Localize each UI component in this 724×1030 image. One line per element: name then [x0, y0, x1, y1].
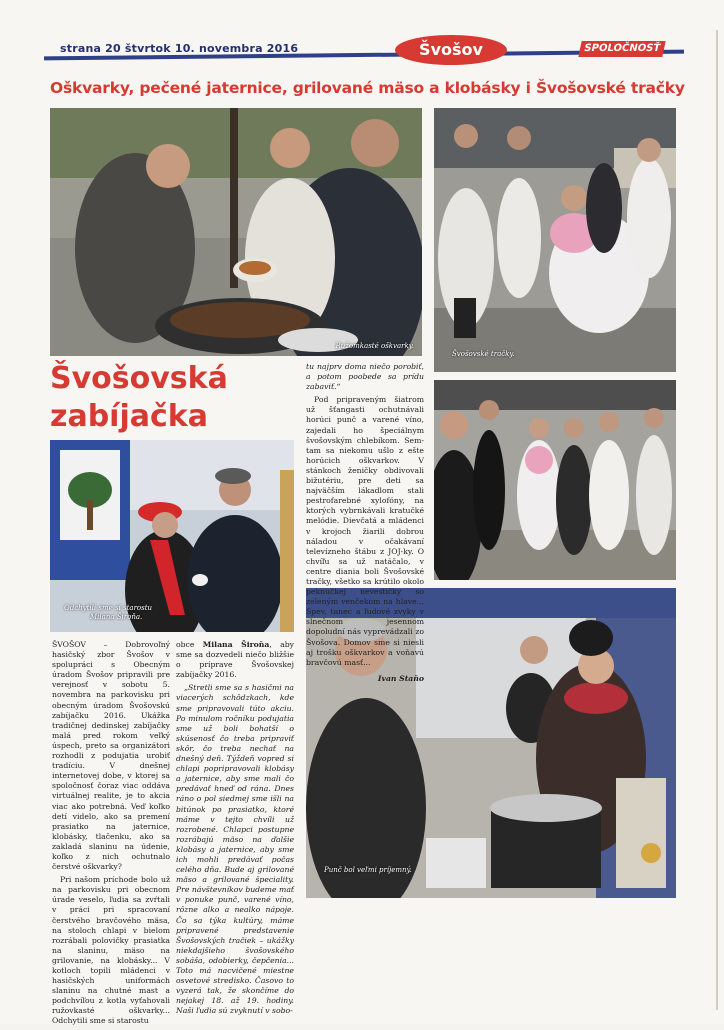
town-badge: Švošov	[395, 35, 507, 65]
page-number-date: strana 20 štvrtok 10. novembra 2016	[60, 42, 299, 55]
photo-oskvarky	[50, 108, 422, 356]
photo-tracky	[434, 108, 676, 372]
photo-mayor	[50, 440, 294, 632]
text-run: obce	[176, 640, 203, 649]
paragraph: Pod pripraveným šiatrom už šťangasti ochutnávali horúci punč a varené víno, zajedali ho špeciálnym švošovským chlebíkom. Sem-tam sa niekomu ušlo z ešte horúcich oškvarkov. V stánkoch ženičky obdivovali bižutériu, pre deti sa najväčším lákadlom stali pestrofarebné xylofóny, na ktorých vybrnkávali kratučké melódie. Dievčatá a mládenci v krojoch žiarili dobrou náladou v očakávaní televízneho štábu z JOJ-ky. O chvíľu sa už natáčalo, v centre diania boli Švošovské tračky, všetko sa krútilo okolo peknučkej nevestičky so zeleným venčekom na hlave... Spev, tanec a ľudové zvyky v slnečnom jesennom dopoludní nás vyprevádzali zo Švošova. Domov sme si niesli aj trošku oškvarkov a voňavú bravčovú masť...	[306, 395, 424, 667]
section-label: SPOLOČNOSŤ	[578, 41, 665, 57]
photo-caption: Punč bol veľmi príjemný.	[324, 866, 412, 874]
paragraph	[176, 640, 294, 680]
article-column-1	[52, 640, 170, 1030]
article-title: Švošovská zabíjačka	[50, 361, 228, 434]
photo-dancers	[434, 380, 676, 580]
quote-paragraph: „Stretli sme sa s hasičmi na viacerých schôdzkach, kde sme pripravovali túto akciu. Po minulom ročníku podujatia sme už boli bohatší o skúsenosť čo treba pripraviť skôr, čo treba nechať na dnešný deň. Týždeň vopred si chlapi popripravovali klobásy a jaternice, aby sme mali čo predávať hneď od rána. Dnes ráno o pol siedmej sme išli na bitúnok po prasiatko, ktoré máme v tejto chvíli už rozrobené. Chlapci postupne rozrábajú mäso na ďalšie klobásy a jaternice, aby sme ich mohli predávať počas celého dňa. Bude aj grilované mäso a grilované špeciality. Pre návštevníkov budeme mať v ponuke punč, varené víno, rôzne alko a nealko nápoje. Čo sa týka kultúry, máme pripravené predstavenie Švošovských tračiek – ukážky niekdajšieho švošovského sobáša, odobierky, čepčenia... Toto má nacvičené miestne osvetové stredisko. Časovo to vyzerá tak, že skončíme do nejakej 18. až 19. hodiny. Naši ľudia sú zvyknutí v sobo-	[176, 683, 294, 1016]
paragraph: ŠVOŠOV – Dobrovoľný hasičský zbor Švošov v spolupráci s Obecným úradom Švošov pripravili pre verejnosť v sobotu 5. novembra na parkovisku pri obecným úradom Švošovskú zabíjačku 2016. Ukážka tradičnej dedinskej zabíjačky malá pred rokom veľký úspech, preto sa organizátori rozhodli z podujatia urobiť tradíciu. V dnešnej internetovej dobe, v ktorej sa spoločnosť čoraz viac oddáva virtuálnej realite, je to akcia viac ako potrebná. Veď koľko detí videlo, ako sa premení prasiatko na jaternice, klobásky, tlačenku, ako sa zakladá slaninu na údenie, koľko z nich ochutnalo čerstvé oškvarky?	[52, 640, 170, 872]
article-column-3	[306, 362, 424, 687]
mayor-name: Milana Široňa	[202, 640, 270, 649]
quote-end: tu najprv doma niečo porobiť, a potom poobede sa prídu zabaviť.“	[306, 362, 424, 392]
paragraph: Pri našom príchode bolo už na parkovisku pri obecnom úrade veselo, ľudia sa zvŕtali v práci pri spracovaní čerstvého bravčového mäsa, na stoloch chlapi v bielom rozrábali polovičky prasiatka na slaninu, mäso na grilovanie, na klobásky... V kotloch topili mládenci v hasičských uniformách slaninu na chutné mast a podchvíľou z kotla vyťahovali ružovkasté oškvarky... Odchytili sme si starostu	[52, 875, 170, 1026]
photo-caption: Milana Široňa.	[90, 613, 143, 621]
author-signature: Ivan Staňo	[377, 673, 424, 683]
headline: Oškvarky, pečené jaternice, grilované mäso a klobásky i Švošovské tračky	[50, 79, 685, 97]
photo-caption: Ružomkasté oškvarky.	[335, 342, 414, 350]
photo-caption: Odchytili sme si starostu	[64, 604, 153, 612]
text-run: , aby sme sa dozvedeli niečo bližšie o príprave Švošovskej zabíjačky 2016.	[176, 640, 294, 680]
page-edge	[716, 30, 718, 1010]
article-column-2	[176, 640, 294, 1019]
photo-caption: Švošovské tračky.	[452, 350, 515, 358]
